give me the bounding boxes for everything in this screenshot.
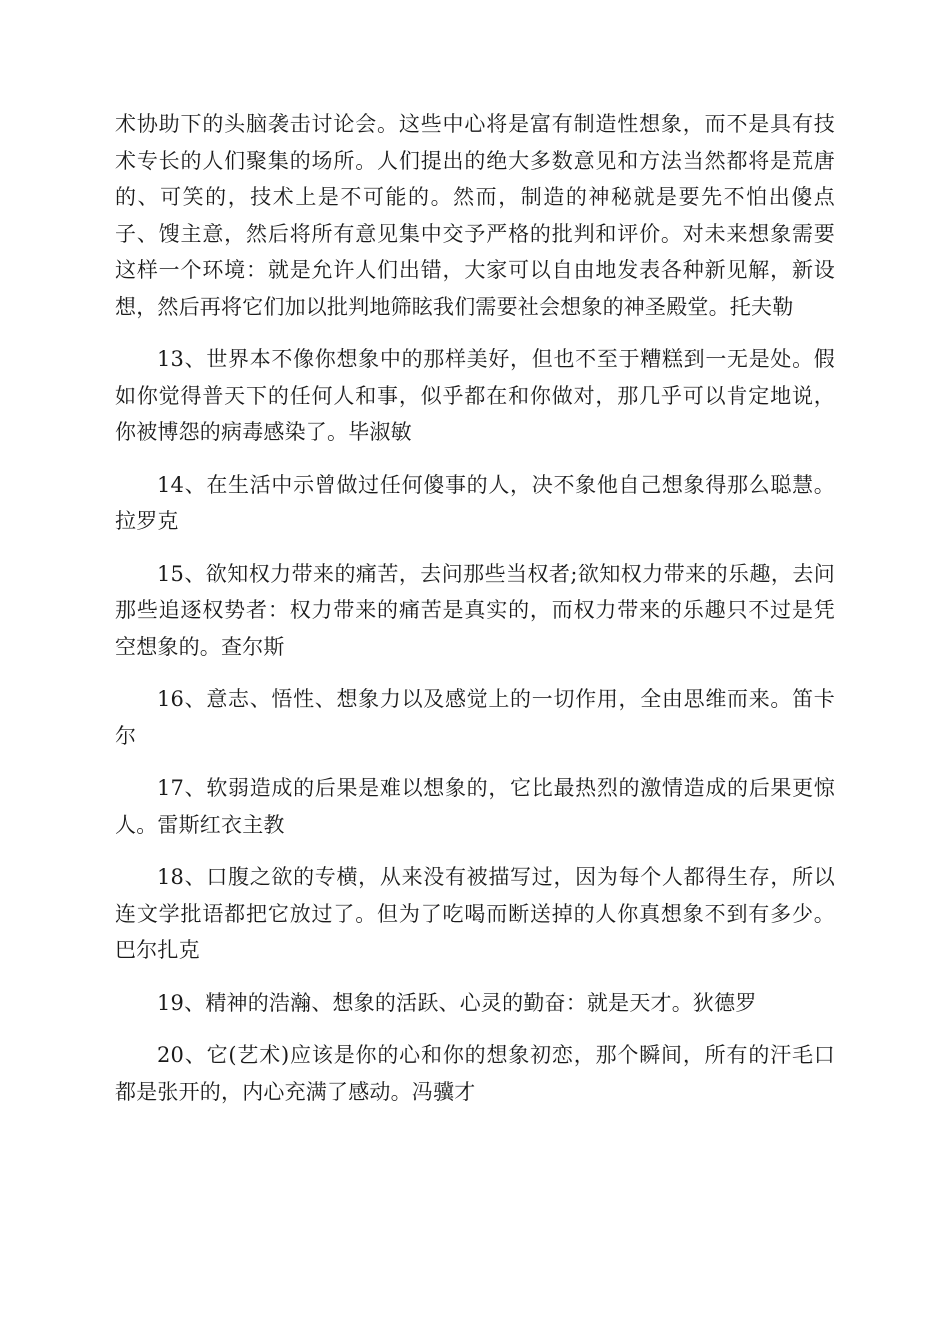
paragraph-quote-13: 13、世界本不像你想象中的那样美好，但也不至于糟糕到一无是处。假如你觉得普天下的任何人和事，似乎都在和你做对，那几乎可以肯定地说，你被博怨的病毒感染了。毕淑敏 xyxy=(115,347,835,444)
paragraph-quote-20: 20、它(艺术)应该是你的心和你的想象初恋，那个瞬间，所有的汗毛口都是张开的，内心充满了感动。冯骥才 xyxy=(115,1043,835,1104)
paragraph-quote-19: 19、精神的浩瀚、想象的活跃、心灵的勤奋：就是天才。狄德罗 xyxy=(157,990,757,1015)
document-body xyxy=(115,106,835,1126)
paragraph-quote-16: 16、意志、悟性、想象力以及感觉上的一切作用，全由思维而来。笛卡尔 xyxy=(115,687,835,748)
paragraph-quote-18: 18、口腹之欲的专横，从来没有被描写过，因为每个人都得生存，所以连文学批语都把它放过了。但为了吃喝而断送掉的人你真想象不到有多少。巴尔扎克 xyxy=(115,865,835,962)
paragraph-continuation: 术协助下的头脑袭击讨论会。这些中心将是富有制造性想象，而不是具有技术专长的人们聚集的场所。人们提出的绝大多数意见和方法当然都将是荒唐的、可笑的，技术上是不可能的。然而，制造的神秘就是要先不怕出傻点子、馊主意，然后将所有意见集中交予严格的批判和评价。对未来想象需要这样一个环境：就是允许人们出错，大家可以自由地发表各种新见解，新设想，然后再将它们加以批判地筛眩我们需要社会想象的神圣殿堂。托夫勒 xyxy=(115,112,835,319)
paragraph-quote-15: 15、欲知权力带来的痛苦，去问那些当权者;欲知权力带来的乐趣，去问那些追逐权势者：权力带来的痛苦是真实的，而权力带来的乐趣只不过是凭空想象的。查尔斯 xyxy=(115,561,835,659)
paragraph-quote-17: 17、软弱造成的后果是难以想象的，它比最热烈的激情造成的后果更惊人。雷斯红衣主教 xyxy=(115,776,835,837)
paragraph-quote-14: 14、在生活中示曾做过任何傻事的人，决不象他自己想象得那么聪慧。拉罗克 xyxy=(115,472,835,533)
